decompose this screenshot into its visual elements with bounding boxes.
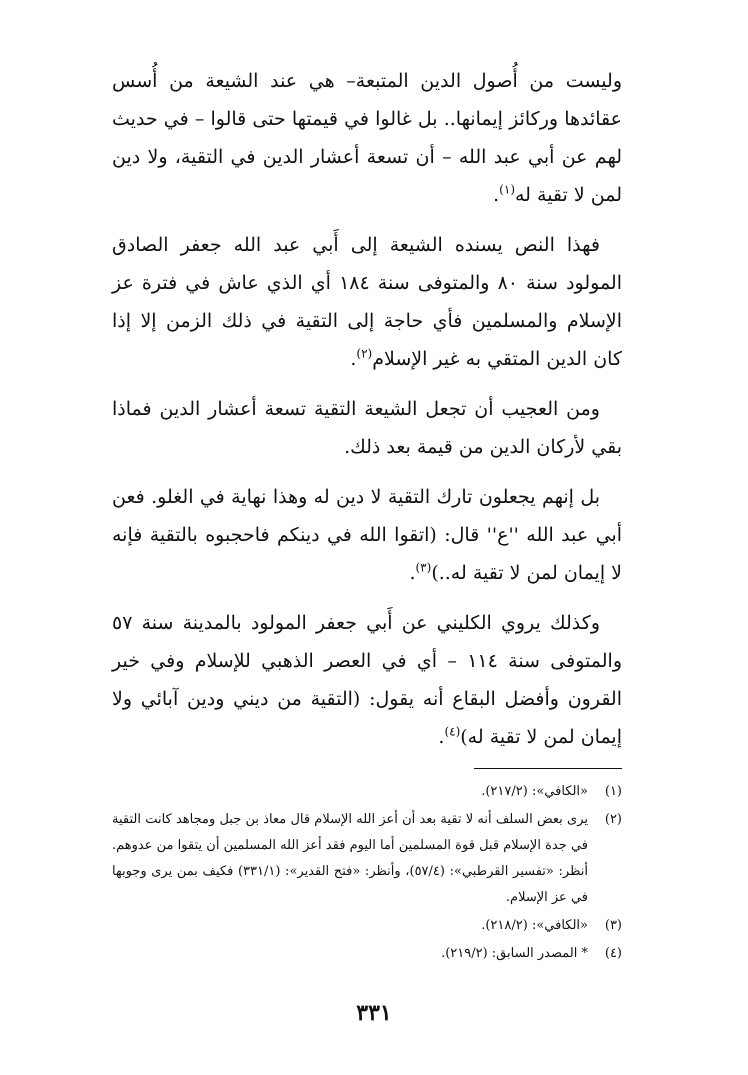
footnote-ref-1[interactable]: (١) [499,182,515,197]
paragraph-1-tail: . [493,184,500,206]
footnote-3 [112,913,622,939]
footnote-number: (٣) [604,918,622,933]
paragraph-4-text: بل إنهم يجعلون تارك التقية لا دين له وهذا نهاية في الغلو. فعن أبي عبد الله ''ع'' قال: (اتقوا الله في دينكم فاحجبوه بالتقية فإنه لا إيمان لمن لا تقية له..) [112,486,622,584]
paragraph-4 [112,478,622,592]
paragraph-5 [112,604,622,756]
footnote-4 [112,941,622,967]
page-number: ٣٣١ [356,1000,392,1026]
paragraph-1-text: وليست من أُصول الدين المتبعة– هي عند الشيعة من أُسس عقائدها وركائز إيمانها.. بل غالوا في قيمتها حتى قالوا – في حديث لهم عن أبي عبد الله – أن تسعة أعشار الدين في التقية، ولا دين لمن لا تقية له [112,70,622,206]
footnote-number: (٢) [604,812,622,827]
paragraph-2 [112,226,622,378]
paragraph-3-text: ومن العجيب أن تجعل الشيعة التقية تسعة أعشار الدين فماذا بقي لأركان الدين من قيمة بعد ذلك. [112,398,622,458]
paragraph-4-tail: . [409,562,416,584]
footnote-text: * المصدر السابق: (٢١٩/٢). [441,946,588,961]
paragraph-2-text: فهذا النص يسنده الشيعة إلى أَبي عبد الله جعفر الصادق المولود سنة ٨٠ والمتوفى سنة ١٨٤ أي الذي عاش في فترة عز الإسلام والمسلمين فأي حاجة إلى التقية في ذلك الزمن إلا إذا كان الدين المتقي به غير الإسلام [112,234,622,370]
footnote-number: (٤) [604,946,622,961]
footnote-text: «الكافي»: (٢١٧/٢). [481,784,588,799]
footnote-ref-4[interactable]: (٤) [444,724,461,739]
footnote-text: يرى بعض السلف أنه لا تقية بعد أن أعز الله الإسلام قال معاذ بن جبل ومجاهد كانت التقية في جدة الإسلام قبل قوة المسلمين أما اليوم فقد أعز الله المسلمين أن يتقوا من عدوهم. أنظر: «تفسير القرطبي»: (٥٧/٤)، وأنظر: «فتح القدير»: (٣٣١/١) فكيف بمن يرى وجوبها في عز الإسلام. [112,812,588,905]
footnote-ref-2[interactable]: (٢) [356,346,373,361]
paragraph-1 [112,62,622,214]
page-content [112,62,622,969]
paragraph-3 [112,390,622,466]
footnote-number: (١) [604,784,622,799]
paragraph-2-tail: . [350,348,357,370]
footnote-divider [474,768,622,769]
footnote-2 [112,807,622,911]
footnote-1 [112,779,622,805]
paragraph-5-text: وكذلك يروي الكليني عن أَبي جعفر المولود بالمدينة سنة ٥٧ والمتوفى سنة ١١٤ – أي في العصر الذهبي للإسلام وفي خير القرون وأفضل البقاع أنه يقول: (التقية من ديني ودين آبائي ولا إيمان لمن لا تقية له) [112,612,622,748]
footnote-ref-3[interactable]: (٣) [415,560,432,575]
footnote-text: «الكافي»: (٢١٨/٢). [481,918,588,933]
paragraph-5-tail: . [438,726,445,748]
footnotes [112,779,622,967]
